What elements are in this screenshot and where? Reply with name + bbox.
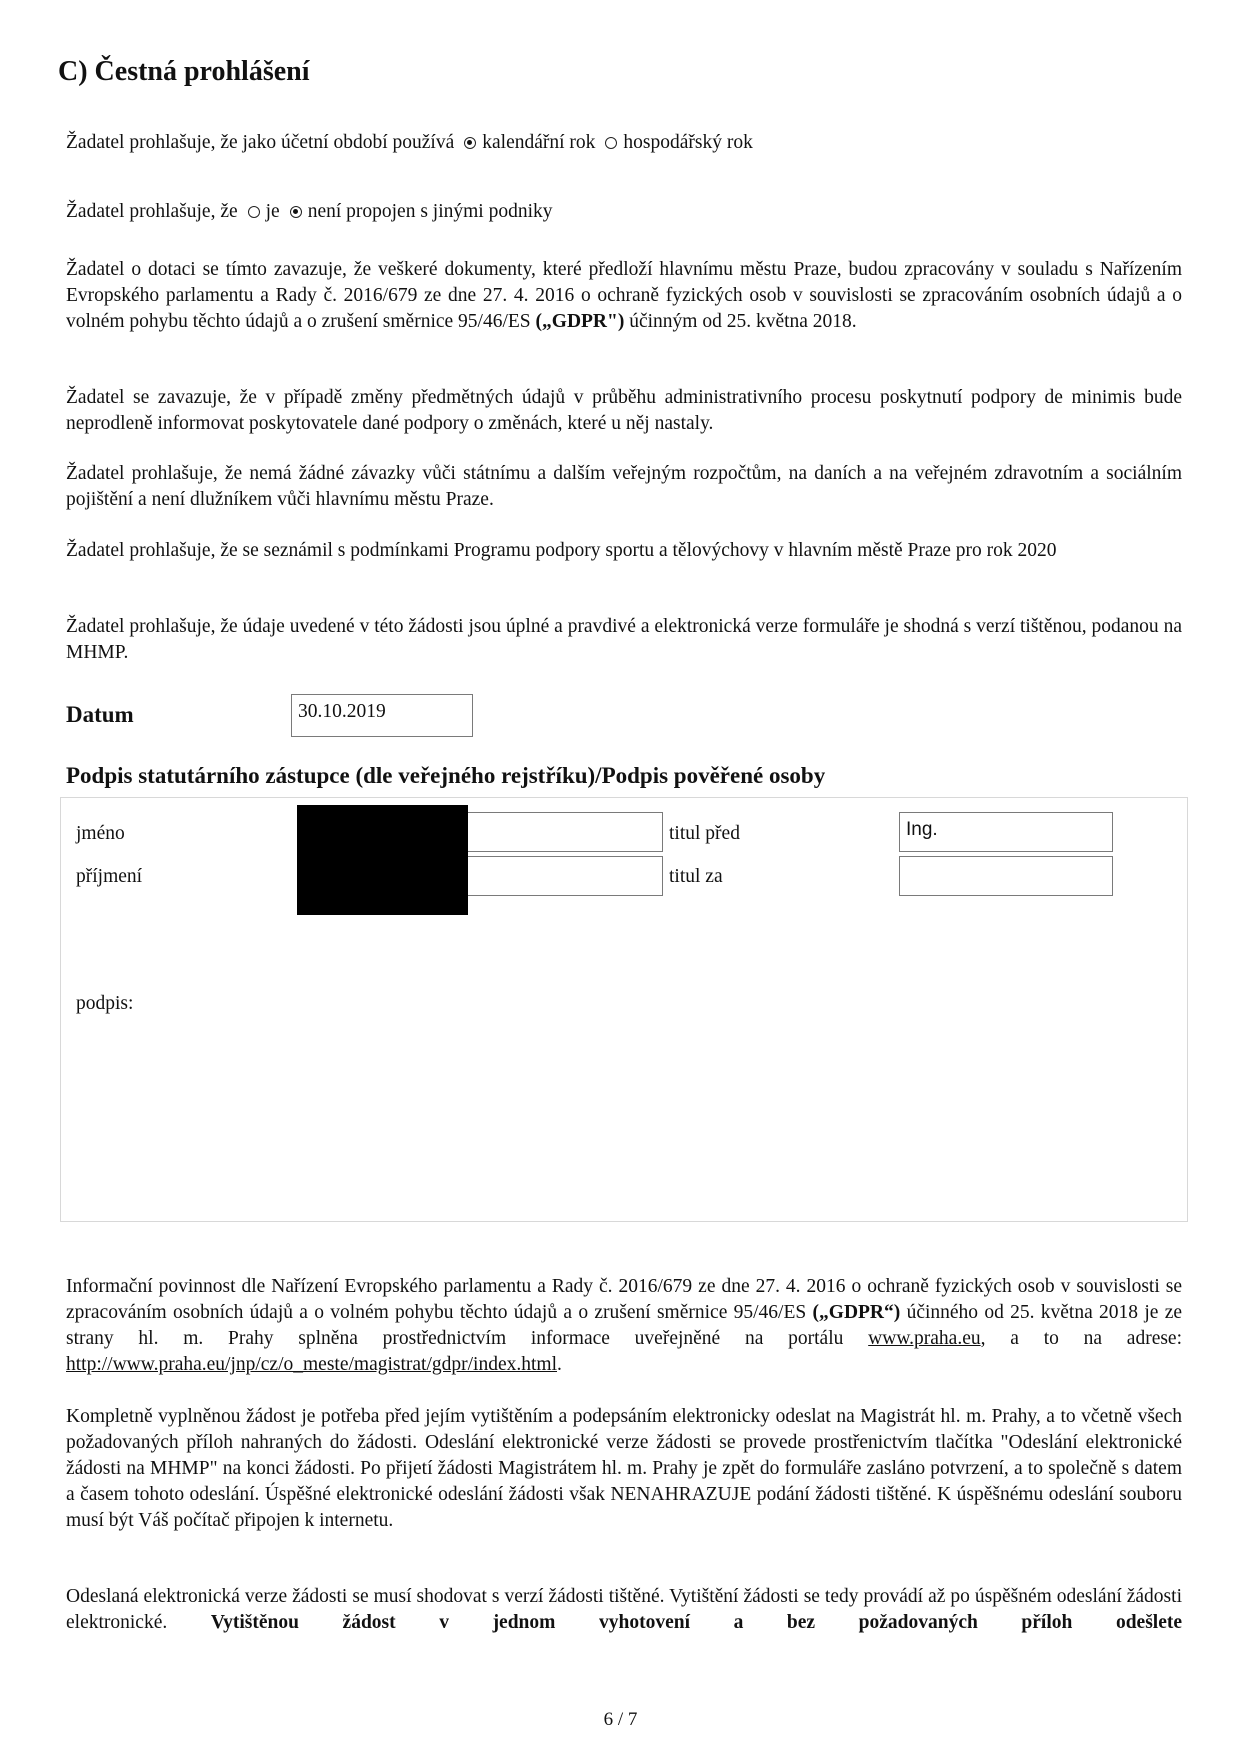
page-number: 6 / 7 [603, 1709, 638, 1730]
info-paragraph-text-4: . [557, 1354, 562, 1375]
date-label: Datum [66, 702, 134, 727]
title-before-field[interactable]: Ing. [899, 812, 1113, 852]
connection-row [66, 199, 553, 225]
praha-portal-link[interactable]: www.praha.eu [868, 1328, 981, 1349]
redaction-block [297, 805, 468, 915]
final-paragraph-text: Odeslaná elektronická verze žádosti se musí shodovat s verzí žádosti tištěné. Vytištění žádosti se tedy provádí až po úspěšném odeslání žádosti elektronické. [66, 1586, 1182, 1633]
info-paragraph-bold: („GDPR“) [812, 1302, 901, 1323]
truth-paragraph: Žadatel prohlašuje, že údaje uvedené v této žádosti jsou úplné a pravdivé a elektronická verze formuláře je shodná s verzí tištěnou, podanou na MHMP. [66, 616, 1182, 663]
gdpr-paragraph-text: Žadatel o dotaci se tímto zavazuje, že veškeré dokumenty, které předloží hlavnímu městu Praze, budou zpracovány v souladu s Nařízením Evropského parlamentu a Rady č. 2016/679 ze dne 27. 4. 2016 o ochraně fyzických osob v souvislosti se zpracováním osobních údajů a o volném pohybu těchto údajů a o zrušení směrnice 95/46/ES [66, 259, 1182, 332]
gdpr-info-link[interactable]: http://www.praha.eu/jnp/cz/o_meste/magistrat/gdpr/index.html [66, 1354, 558, 1375]
radio-calendar-year-label: kalendářní rok [482, 132, 596, 153]
radio-fiscal-year[interactable] [605, 137, 617, 149]
title-after-field[interactable] [899, 856, 1113, 896]
last-name-label: příjmení [76, 866, 143, 887]
title-after-label: titul za [669, 866, 723, 887]
radio-connected[interactable] [248, 206, 260, 218]
info-paragraph-text-1: Informační povinnost dle Nařízení Evropského parlamentu a Rady č. 2016/679 ze dne 27. 4. 2016 o ochraně fyzických osob v souvislosti se zpracováním osobních údajů a o volném pohybu těchto údajů a o zrušení směrnice 95/46/ES [66, 1276, 1182, 1323]
info-paragraph-text-3: , a to na adrese: [980, 1328, 1183, 1349]
radio-fiscal-year-label: hospodářský rok [623, 132, 753, 153]
info-paragraph [66, 1274, 1182, 1378]
accounting-period-row [66, 130, 753, 156]
accounting-period-prefix: Žadatel prohlašuje, že jako účetní období používá [66, 132, 455, 153]
final-paragraph-bold: Vytištěnou žádost v jednom vyhotovení a bez požadovaných příloh odešlete [210, 1612, 1183, 1633]
title-before-label: titul před [669, 823, 740, 844]
radio-not-connected[interactable] [290, 206, 302, 218]
signature-heading: Podpis statutárního zástupce (dle veřejného rejstříku)/Podpis pověřené osoby [66, 763, 826, 788]
radio-not-connected-label: není propojen s jinými podniky [307, 201, 553, 222]
radio-connected-label: je [265, 201, 280, 222]
section-title: C) Čestná prohlášení [58, 56, 310, 87]
signature-label: podpis: [76, 993, 134, 1014]
info-paragraph-text-2: účinného od 25. května 2018 je ze strany hl. m. Prahy splněna prostřednictvím informace uveřejněné na portálu [66, 1302, 1183, 1349]
gdpr-paragraph-tail: účinným od 25. května 2018. [629, 311, 857, 332]
submit-paragraph: Kompletně vyplněnou žádost je potřeba před jejím vytištěním a podepsáním elektronicky odeslat na Magistrát hl. m. Prahy, a to včetně všech požadovaných příloh nahraných do žádosti. Odeslání elektronické verze žádosti se provede prostřenictvím tlačítka "Odeslání elektronické žádosti na MHMP" na konci žádosti. Po přijetí žádosti Magistrátem hl. m. Prahy je zpět do formuláře zasláno potvrzení, a to společně s datem a časem tohoto odeslání. Úspěšné elektronické odeslání žádosti však NENAHRAZUJE podání žádosti tištěné. K úspěšnému odeslání souboru musí být Váš počítač připojen k internetu. [66, 1406, 1182, 1531]
final-paragraph [66, 1584, 1182, 1636]
date-field[interactable]: 30.10.2019 [291, 694, 473, 737]
connection-prefix: Žadatel prohlašuje, že [66, 201, 238, 222]
change-paragraph: Žadatel se zavazuje, že v případě změny předmětných údajů v průběhu administrativního procesu poskytnutí podpory de minimis bude neprodleně informovat poskytovatele dané podpory o změnách, které u něj nastaly. [66, 387, 1182, 434]
gdpr-paragraph-bold: („GDPR") [535, 311, 625, 332]
program-paragraph: Žadatel prohlašuje, že se seznámil s podmínkami Programu podpory sportu a tělovýchovy v hlavním městě Praze pro rok 2020 [66, 540, 1057, 561]
gdpr-paragraph [66, 257, 1182, 335]
obligations-paragraph: Žadatel prohlašuje, že nemá žádné závazky vůči státnímu a dalším veřejným rozpočtům, na daních a na veřejném zdravotním a sociálním pojištění a není dlužníkem vůči hlavnímu městu Praze. [66, 463, 1182, 510]
first-name-label: jméno [76, 823, 125, 844]
radio-calendar-year[interactable] [464, 137, 476, 149]
